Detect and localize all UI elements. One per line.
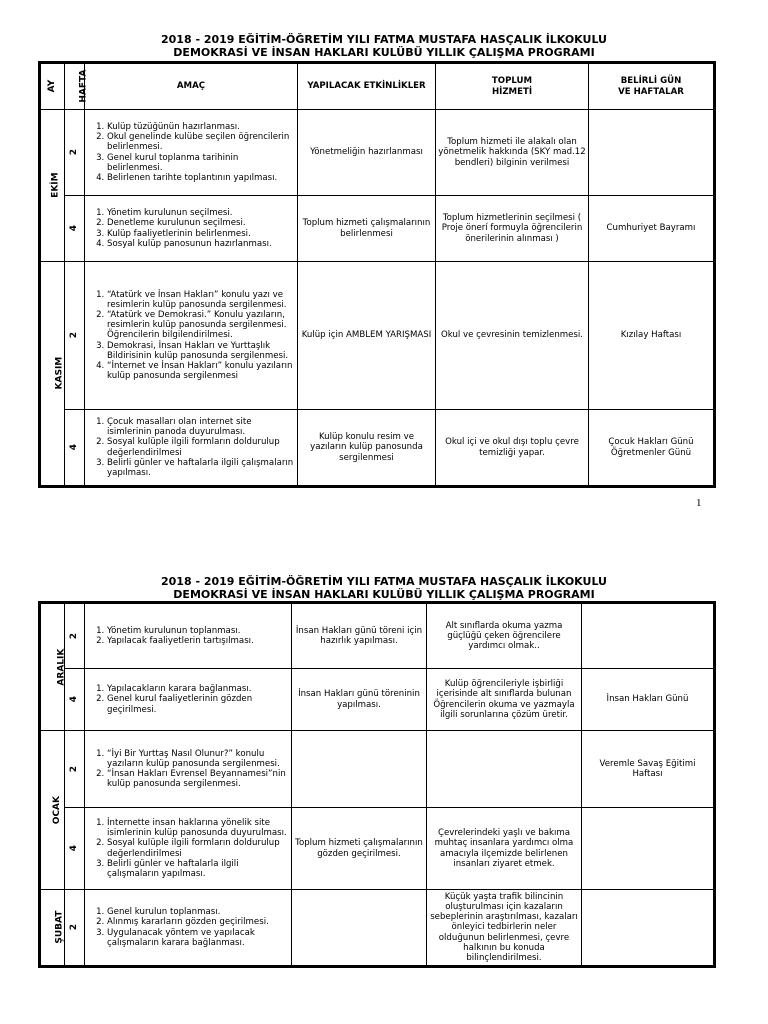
page-2-title-line-2: DEMOKRASİ VE İNSAN HAKLARI KULÜBÜ YILLIK ÇALIŞMA PROGRAMI [173, 588, 595, 601]
belirli-gun-cell: Cumhuriyet Bayramı [589, 196, 715, 262]
header-toplum-hizmeti: TOPLUM HİZMETİ [436, 63, 589, 110]
month-cell: KASIM [40, 262, 65, 487]
page-1-title [0, 33, 768, 59]
header-amac: AMAÇ [85, 63, 298, 110]
toplum-hizmeti-cell: Kulüp öğrencileriyle işbirliği içerisinde alt sınıflarda bulunan Öğrencilerin okuma ve yazmayla ilgili sorunlarına çözüm üretir. [427, 669, 582, 731]
belirli-gun-cell [582, 603, 715, 669]
belirli-gun-cell [582, 890, 715, 967]
table-row [40, 731, 715, 808]
table-header-row [40, 63, 715, 110]
month-cell: ARALIK [40, 603, 65, 731]
etkinlik-cell: Toplum hizmeti çalışmalarının gözden geçirilmesi. [292, 808, 427, 890]
page-2-title [0, 575, 768, 601]
header-yapilacak-etkinlikler: YAPILACAK ETKİNLİKLER [298, 63, 436, 110]
etkinlik-cell [292, 731, 427, 808]
toplum-hizmeti-cell: Alt sınıflarda okuma yazma güçlüğü çeken öğrencilere yardımcı olmak.. [427, 603, 582, 669]
header-ay: AY [40, 63, 65, 110]
toplum-hizmeti-cell: Küçük yaşta trafik bilincinin oluşturulması için kazaların sebeplerinin araştırılması, kazaları önleyici tedbirlerin neler olduğunun belirlenmesi, çevre halkının bu konuda bilinçlendirilmesi. [427, 890, 582, 967]
toplum-hizmeti-cell: Okul içi ve okul dışı toplu çevre temizliği yapar. [436, 410, 589, 487]
page-number: 1 [696, 497, 702, 509]
amac-cell: 1. Kulüp tüzüğünün hazırlanması. 2. Okul genelinde kulübe seçilen öğrencilerin belirlenmesi. 3. Genel kurul toplanma tarihinin belirlenmesi. 4. Belirlenen tarihte toplantının yapılması. [85, 110, 298, 196]
table-row [40, 110, 715, 196]
amac-cell: 1. Yapılacakların karara bağlanması. 2. Genel kurul faaliyetlerinin gözden geçirilmesi. [85, 669, 292, 731]
week-cell: 4 [65, 808, 85, 890]
week-cell: 2 [65, 262, 85, 410]
week-cell: 2 [65, 890, 85, 967]
etkinlik-cell: İnsan Hakları günü töreni için hazırlık yapılması. [292, 603, 427, 669]
week-cell: 4 [65, 196, 85, 262]
table-row [40, 890, 715, 967]
table-row [40, 196, 715, 262]
belirli-gun-cell: Veremle Savaş Eğitimi Haftası [582, 731, 715, 808]
page-1-title-line-2: DEMOKRASİ VE İNSAN HAKLARI KULÜBÜ YILLIK ÇALIŞMA PROGRAMI [173, 46, 595, 59]
amac-cell: 1. “İyi Bir Yurttaş Nasıl Olunur?” konulu yazıların kulüp panosunda sergilenmesi. 2. “İnsan Hakları Evrensel Beyannamesi”nin kulüp panosunda sergilenmesi. [85, 731, 292, 808]
header-hafta: HAFTA [65, 63, 85, 110]
week-cell: 2 [65, 731, 85, 808]
amac-cell: 1. İnternette insan haklarına yönelik site isimlerinin kulüp panosunda duyurulması. 2. Sosyal kulüple ilgili formların doldurulup değerlendirilmesi 3. Belirli günler ve haftalarla ilgili çalışmaların yapılması. [85, 808, 292, 890]
etkinlik-cell [292, 890, 427, 967]
header-belirli-gun: BELİRLİ GÜN VE HAFTALAR [589, 63, 715, 110]
week-cell: 4 [65, 410, 85, 487]
page-2-title-line-1: 2018 - 2019 EĞİTİM-ÖĞRETİM YILI FATMA MUSTAFA HASÇALIK İLKOKULU [161, 575, 607, 588]
toplum-hizmeti-cell: Okul ve çevresinin temizlenmesi. [436, 262, 589, 410]
week-cell: 2 [65, 603, 85, 669]
amac-cell: 1. “Atatürk ve İnsan Hakları” konulu yazı ve resimlerin kulüp panosunda sergilenmesi. 2. “Atatürk ve Demokrasi.” Konulu yazıların, resimlerin kulüp panosunda sergilenmesi. Öğrencilerin bilgilendirilmesi. 3. Demokrasi, İnsan Hakları ve Yurttaşlık Bildirisinin kulüp panosunda sergilenmesi. 4. “İnternet ve İnsan Hakları” konulu yazıların kulüp panosunda sergilenmesi [85, 262, 298, 410]
toplum-hizmeti-cell: Toplum hizmetlerinin seçilmesi ( Proje önerí formuyla öğrencilerin önerilerinin alınması ) [436, 196, 589, 262]
etkinlik-cell: Yönetmeliğin hazırlanması [298, 110, 436, 196]
table-row [40, 808, 715, 890]
table-row [40, 410, 715, 487]
belirli-gun-cell [582, 808, 715, 890]
toplum-hizmeti-cell: Çevrelerindeki yaşlı ve bakıma muhtaç insanlara yardımcı olma amacıyla ilçemizde belirlenen insanları ziyaret etmek. [427, 808, 582, 890]
etkinlik-cell: Kulüp için AMBLEM YARIŞMASI [298, 262, 436, 410]
etkinlik-cell: Toplum hizmeti çalışmalarının belirlenmesi [298, 196, 436, 262]
week-cell: 2 [65, 110, 85, 196]
etkinlik-cell: Kulüp konulu resim ve yazıların kulüp panosunda sergilenmesi [298, 410, 436, 487]
month-cell: ŞUBAT [40, 890, 65, 967]
belirli-gun-cell [589, 110, 715, 196]
page-1-program-table [38, 61, 716, 488]
etkinlik-cell: İnsan Hakları günü töreninin yapılması. [292, 669, 427, 731]
amac-cell: 1. Yönetim kurulunun toplanması. 2. Yapılacak faaliyetlerin tartışılması. [85, 603, 292, 669]
table-row [40, 669, 715, 731]
page-1-title-line-1: 2018 - 2019 EĞİTİM-ÖĞRETİM YILI FATMA MUSTAFA HASÇALIK İLKOKULU [161, 33, 607, 46]
table-row [40, 262, 715, 410]
amac-cell: 1. Genel kurulun toplanması. 2. Alınmış kararların gözden geçirilmesi. 3. Uygulanacak yöntem ve yapılacak çalışmaların karara bağlanması. [85, 890, 292, 967]
belirli-gun-cell: İnsan Hakları Günü [582, 669, 715, 731]
month-cell: OCAK [40, 731, 65, 890]
toplum-hizmeti-cell [427, 731, 582, 808]
amac-cell: 1. Çocuk masalları olan internet site isimlerinin panoda duyurulması. 2. Sosyal kulüple ilgili formların doldurulup değerlendirilmesi 3. Belirli günler ve haftalarla ilgili çalışmaların yapılması. [85, 410, 298, 487]
toplum-hizmeti-cell: Toplum hizmeti ile alakalı olan yönetmelik hakkında (SKY mad.12 bendleri) bilginin verilmesi [436, 110, 589, 196]
table-row [40, 603, 715, 669]
belirli-gun-cell: Kızılay Haftası [589, 262, 715, 410]
belirli-gun-cell: Çocuk Hakları Günü Öğretmenler Günü [589, 410, 715, 487]
month-cell: EKİM [40, 110, 65, 262]
amac-cell: 1. Yönetim kurulunun seçilmesi. 2. Denetleme kurulunun seçilmesi. 3. Kulüp faaliyetlerinin belirlenmesi. 4. Sosyal kulüp panosunun hazırlanması. [85, 196, 298, 262]
page-2-program-table [38, 601, 716, 968]
week-cell: 4 [65, 669, 85, 731]
